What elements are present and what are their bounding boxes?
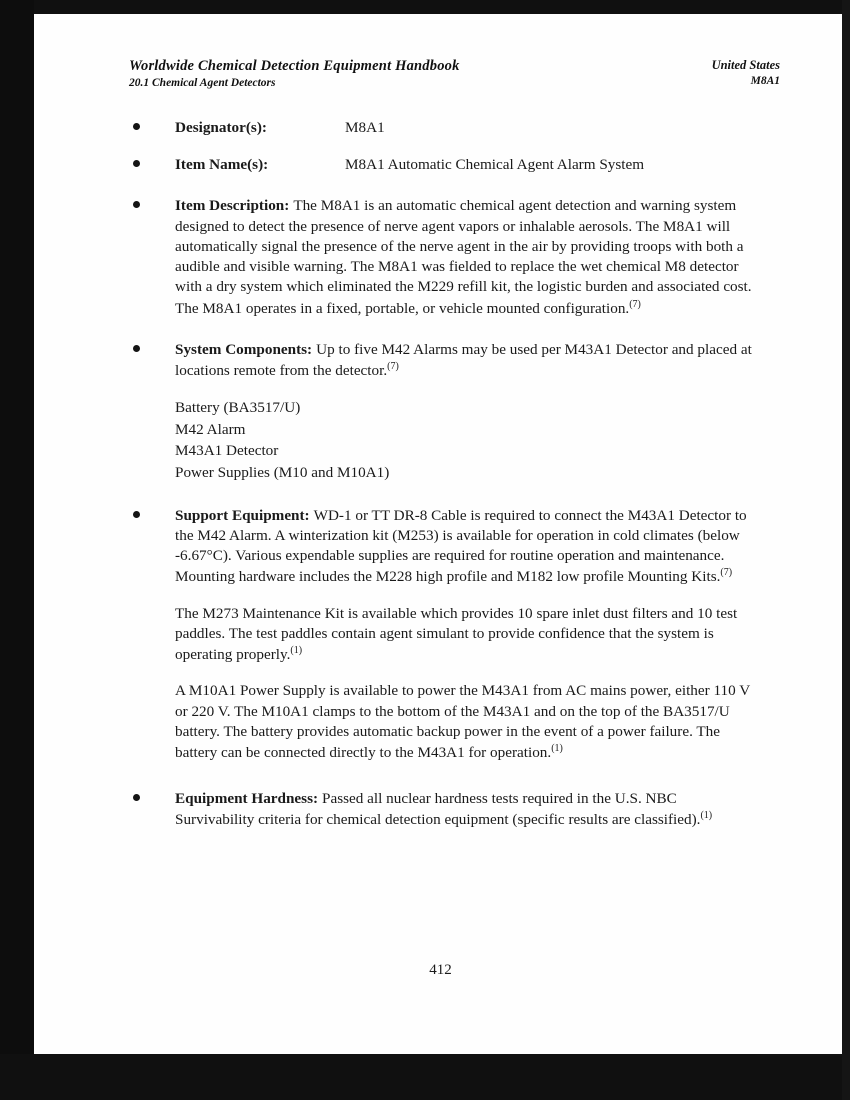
running-header-left — [129, 58, 460, 89]
power-supply-footnote: (1) — [551, 742, 563, 754]
designator-value: M8A1 — [345, 119, 385, 136]
item-name-value: M8A1 Automatic Chemical Agent Alarm System — [345, 156, 645, 174]
maintenance-kit-footnote: (1) — [290, 645, 303, 656]
designator-label: Designator(s): — [175, 119, 267, 136]
equipment-hardness-text: Passed all nuclear hardness tests required in the U.S. NBC Survivability criteria for chemical detection equipment (specific results are classified). — [175, 790, 701, 829]
entry-equipment-hardness — [129, 789, 754, 831]
power-supply-text: A M10A1 Power Supply is available to power the M43A1 from AC mains power, either 110 V or 220 V. The M10A1 clamps to the bottom of the M43A1 and on the top of the BA3517/U battery. The battery provides automatic backup power in the event of a power failure. The battery can be connected directly to the M43A1 for operation. — [175, 682, 750, 761]
list-item: Power Supplies (M10 and M10A1) — [175, 464, 390, 482]
list-item: M42 Alarm — [175, 420, 246, 438]
system-components-text: Up to five M42 Alarms may be used per M43A1 Detector and placed at locations remote from the detector. — [175, 340, 752, 380]
support-equipment-paragraph-3 — [175, 681, 754, 763]
document-body — [129, 118, 754, 848]
bullet-icon — [133, 511, 140, 518]
bullet-icon — [133, 160, 140, 167]
entry-item-name — [129, 155, 754, 175]
entry-item-description — [129, 196, 754, 318]
equipment-hardness-label: Equipment Hardness: — [175, 790, 319, 808]
handbook-title: Worldwide Chemical Detection Equipment Handbook — [129, 58, 460, 74]
system-components-label: System Components: — [175, 340, 313, 358]
support-equipment-text: WD-1 or TT DR-8 Cable is required to connect the M43A1 Detector to the M42 Alarm. A winterization kit (M253) is available for operation in cold climates (below -6.67°C). Various expendable supplies are required for routine operation and maintenance. Mounting hardware includes the M228 high profile and M182 low profile Mounting Kits. — [175, 506, 747, 586]
entry-support-equipment — [129, 506, 754, 764]
item-label: M8A1 — [750, 75, 780, 87]
page-content — [39, 14, 842, 1054]
bullet-icon — [133, 345, 140, 352]
bullet-icon — [133, 794, 140, 801]
maintenance-kit-text: The M273 Maintenance Kit is available which provides 10 spare inlet dust filters and 10 test paddles. The test paddles contain agent simulant to provide confidence that the system is operating properly. — [175, 604, 738, 664]
scan-border-right — [842, 0, 850, 1100]
list-item: M43A1 Detector — [175, 442, 279, 460]
bullet-icon — [133, 123, 140, 130]
support-equipment-paragraph-2 — [175, 604, 754, 666]
running-header-right — [712, 58, 780, 87]
page-number: 412 — [429, 962, 452, 978]
system-components-footnote: (7) — [387, 361, 399, 373]
country-label: United States — [711, 58, 780, 72]
section-title: 20.1 Chemical Agent Detectors — [129, 77, 276, 89]
scan-border-top — [0, 0, 850, 14]
support-equipment-label: Support Equipment: — [175, 506, 310, 524]
item-name-label: Item Name(s): — [175, 156, 269, 174]
item-description-text: The M8A1 is an automatic chemical agent detection and warning system designed to detect the presence of nerve agent vapors or inhalable aerosols. The M8A1 will automatically signal the presence of the nerve agent in the air by providing troops with both a audible and visible warning. The M8A1 was fielded to replace the wet chemical M8 detector with a dry system which eliminated the M229 refill kit, the logistic burden and associated cost. The M8A1 operates in a fixed, portable, or vehicle mounted configuration. — [175, 197, 752, 317]
entry-system-components — [129, 340, 754, 484]
list-item: Battery (BA3517/U) — [175, 399, 301, 417]
item-description-footnote: (7) — [629, 298, 641, 310]
equipment-hardness-footnote: (1) — [700, 810, 713, 822]
support-equipment-footnote: (7) — [720, 567, 733, 579]
entry-designator — [129, 118, 754, 138]
scan-border-bottom — [0, 1054, 850, 1100]
scan-border-left — [0, 0, 34, 1100]
system-components-list — [175, 397, 754, 483]
bullet-icon — [133, 201, 140, 208]
item-description-label: Item Description: — [175, 197, 290, 215]
